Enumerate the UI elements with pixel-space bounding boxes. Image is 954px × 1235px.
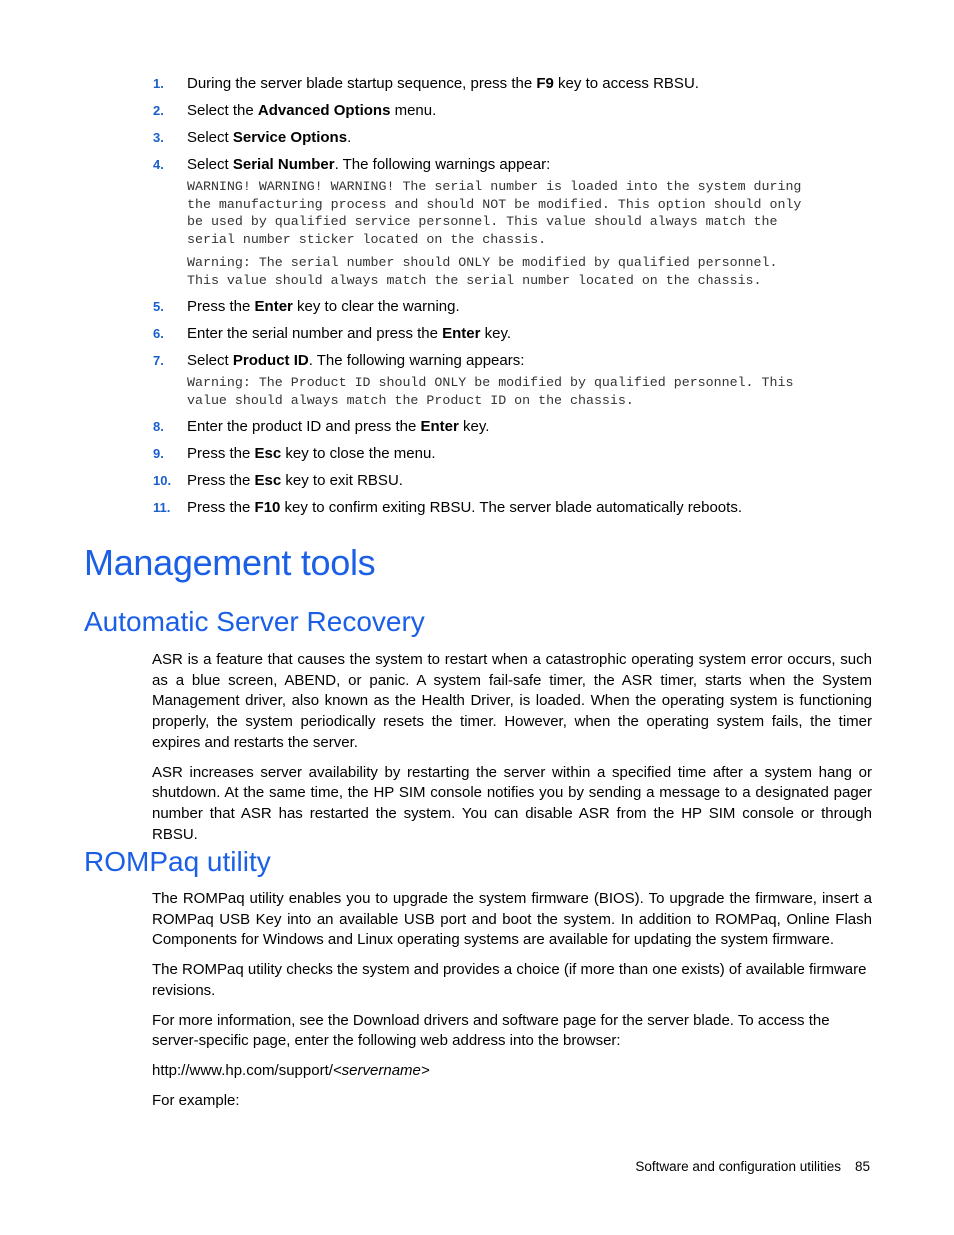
step-text: Select [187,156,233,173]
step-number: 9. [153,446,164,461]
for-example-text: For example: [152,1091,240,1109]
step-10 [153,471,873,490]
page-footer [635,1158,870,1176]
step-number: 5. [153,299,164,314]
step-text: key to exit RBSU. [281,472,403,489]
step-number: 10. [153,473,172,488]
url-prefix: http://www.hp.com/support/ [152,1061,333,1079]
step-6 [153,324,873,343]
step-key: Product ID [232,352,309,369]
step-7 [153,351,873,409]
footer-section-title: Software and configuration utilities [635,1159,841,1174]
step-number: 8. [153,419,164,434]
step-number: 11. [153,500,171,515]
step-key: F9 [536,75,554,92]
url-placeholder: <servername> [332,1061,430,1079]
step-number: 3. [153,130,164,145]
step-text: key to close the menu. [281,445,436,462]
step-text: Press the [187,472,255,489]
step-key: Esc [254,445,282,462]
step-text: Press the [187,298,255,315]
step-text: Enter the product ID and press the [187,418,421,435]
step-key: Service Options [232,129,348,146]
step-text: Select [187,129,233,146]
paragraph: ASR increases server availability by restarting the server within a specified time after a system hang or shutdown. At the same time, the HP SIM console notifies you by sending a message to a designated pager number that ASR has restarted the system. You can disable ASR from the HP SIM console or through RBSU. [152,763,872,843]
step-text: Press the [187,499,255,516]
step-5 [153,297,873,316]
step-text: . The following warning appears: [308,352,525,369]
heading-automatic-server-recovery: Automatic Server Recovery [84,606,425,637]
step-1 [153,74,873,93]
step-11 [153,498,873,517]
paragraph: ASR is a feature that causes the system to restart when a catastrophic operating system error occurs, such as a blue screen, ABEND, or panic. A system fail-safe timer, the ASR timer, starts when the System Management driver, also known as the Health Driver, is loaded. When the operating system is functioning properly, the system periodically resets the timer. However, when the operating system fails, the timer expires and restarts the server. [152,651,872,751]
rompaq-section [152,889,872,1120]
paragraph: The ROMPaq utility enables you to upgrade the system firmware (BIOS). To upgrade the firmware, insert a ROMPaq USB Key into an available USB port and boot the system. In addition to ROMPaq, Online Flash Components for Windows and Linux operating systems are available for updating the system firmware. [152,890,872,949]
step-number: 4. [153,157,164,172]
step-number: 2. [153,103,164,118]
heading-rompaq-utility: ROMPaq utility [84,846,271,877]
step-text: Select the [187,102,258,119]
step-text: During the server blade startup sequence, press the [187,75,537,92]
step-text: key to clear the warning. [292,298,460,315]
step-text: key. [458,418,490,435]
step-text: . [347,129,352,146]
step-3 [153,128,873,147]
step-9 [153,444,873,463]
step-text: Select [187,352,233,369]
step-key: Serial Number [232,156,335,173]
step-text: Enter the serial number and press the [187,325,443,342]
step-key: F10 [254,499,281,516]
step-number: 6. [153,326,164,341]
step-text: key. [480,325,512,342]
step-text: menu. [390,102,437,119]
step-key: Enter [254,298,293,315]
asr-section [152,650,872,854]
page-number: 85 [854,1159,870,1174]
step-text: . The following warnings appear: [334,156,551,173]
step-8 [153,417,873,436]
step-4 [153,155,873,289]
warning-code-block: Warning: The serial number should ONLY be modified by qualified personnel. This value should always match the serial number located on the chassis. [187,255,778,288]
warning-code-block: Warning: The Product ID should ONLY be modified by qualified personnel. This value should always match the Product ID on the chassis. [187,375,794,408]
step-key: Advanced Options [257,102,391,119]
paragraph: The ROMPaq utility checks the system and provides a choice (if more than one exists) of available firmware revisions. [152,961,867,999]
step-key: Esc [254,472,282,489]
step-text: key to access RBSU. [553,75,699,92]
step-number: 1. [153,76,164,91]
support-url [152,1061,872,1082]
step-text: Press the [187,445,255,462]
warning-code-block: WARNING! WARNING! WARNING! The serial number is loaded into the system during the manufacturing process and should NOT be modified. This option should only be used by qualified service personnel. This value should always match the serial number sticker located on the chassis. [187,179,802,247]
step-2 [153,101,873,120]
step-text: key to confirm exiting RBSU. The server blade automatically reboots. [280,499,742,516]
step-key: Enter [420,418,459,435]
step-key: Enter [442,325,481,342]
procedure-steps [153,74,873,525]
step-number: 7. [153,353,164,368]
heading-management-tools: Management tools [84,542,376,583]
paragraph: For more information, see the Download drivers and software page for the server blade. To access the server-specific page, enter the following web address into the browser: [152,1011,830,1050]
